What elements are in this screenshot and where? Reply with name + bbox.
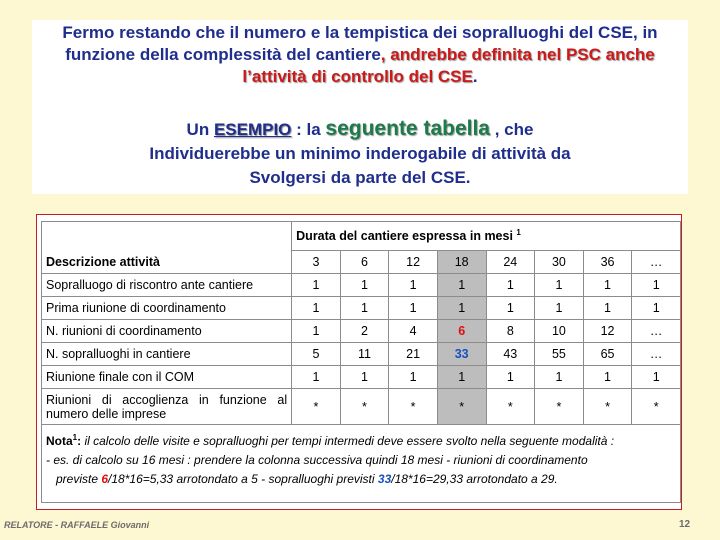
note-value-33: 33 xyxy=(377,472,392,486)
value-cell: 8 xyxy=(486,320,535,343)
note-text-3b: /18*16=5,33 arrotondato a 5 - sopralluoghi previsti xyxy=(108,472,378,486)
value-cell: 1 xyxy=(340,274,389,297)
note-value-6: 6 xyxy=(101,472,109,486)
value-cell: … xyxy=(632,320,681,343)
table-note xyxy=(42,425,681,503)
note-text-3c: /18*16=29,33 arrotondato a 29. xyxy=(391,472,558,486)
intro-text: Fermo restando che il numero e la tempistica dei sopralluoghi del CSE, in funzione della complessità del cantiere xyxy=(62,23,658,64)
example-line3: Svolgersi da parte del CSE. xyxy=(249,168,471,187)
value-cell: 55 xyxy=(535,343,584,366)
value-cell: 11 xyxy=(340,343,389,366)
value-cell: * xyxy=(340,389,389,425)
value-cell: 1 xyxy=(535,366,584,389)
value-cell: 21 xyxy=(389,343,438,366)
value-cell: 2 xyxy=(340,320,389,343)
value-cell: * xyxy=(437,389,486,425)
value-cell: 1 xyxy=(486,274,535,297)
row-label: Riunione finale con il COM xyxy=(42,366,292,389)
intro-box xyxy=(32,20,688,194)
note-label: Nota xyxy=(46,434,73,448)
value-cell: 1 xyxy=(340,297,389,320)
value-cell: 1 xyxy=(389,297,438,320)
row-label: N. riunioni di coordinamento xyxy=(42,320,292,343)
month-cell: 12 xyxy=(389,251,438,274)
month-cell: 3 xyxy=(292,251,341,274)
footer-author: RELATORE - RAFFAELE Giovanni xyxy=(4,520,150,530)
value-cell: 1 xyxy=(486,297,535,320)
value-cell: 1 xyxy=(389,274,438,297)
example-paragraph xyxy=(32,117,688,190)
value-cell: 1 xyxy=(292,366,341,389)
value-cell: 1 xyxy=(292,274,341,297)
example-line2: Individuerebbe un minimo inderogabile di attività da xyxy=(149,144,571,163)
row-label: N. sopralluoghi in cantiere xyxy=(42,343,292,366)
value-cell: 1 xyxy=(340,366,389,389)
value-cell: 12 xyxy=(583,320,632,343)
value-cell: * xyxy=(486,389,535,425)
value-cell: * xyxy=(535,389,584,425)
value-cell: 1 xyxy=(389,366,438,389)
table-row xyxy=(42,320,681,343)
value-cell: 5 xyxy=(292,343,341,366)
intro-highlight: , andrebbe definita nel PSC anche l’attività di controllo del CSE xyxy=(242,45,655,86)
value-cell: 1 xyxy=(292,297,341,320)
example-label: ESEMPIO xyxy=(213,120,292,139)
value-cell: 10 xyxy=(535,320,584,343)
value-cell: 1 xyxy=(583,274,632,297)
note-colon: : xyxy=(77,434,82,448)
month-cell: 30 xyxy=(535,251,584,274)
value-cell: 1 xyxy=(535,274,584,297)
table-row xyxy=(42,274,681,297)
duration-header: Durata del cantiere espressa in mesi xyxy=(296,229,513,244)
desc-header-cell xyxy=(42,222,292,274)
table-row xyxy=(42,366,681,389)
value-cell: 1 xyxy=(292,320,341,343)
note-line-2: - es. di calcolo su 16 mesi : prendere la colonna successiva quindi 18 mesi - riunioni di coordinamento xyxy=(46,453,588,467)
example-un: Un xyxy=(186,120,214,139)
value-cell: 43 xyxy=(486,343,535,366)
value-cell: 1 xyxy=(437,297,486,320)
month-cell: 36 xyxy=(583,251,632,274)
activity-table xyxy=(41,221,681,503)
value-cell: … xyxy=(632,343,681,366)
value-cell: 1 xyxy=(632,366,681,389)
example-table-ref: seguente tabella xyxy=(325,117,490,140)
value-cell: 1 xyxy=(583,366,632,389)
value-cell: * xyxy=(583,389,632,425)
value-cell: 65 xyxy=(583,343,632,366)
note-text-1: il calcolo delle visite e sopralluoghi per tempi intermedi deve essere svolto nella seguente modalità : xyxy=(81,434,615,448)
table-row xyxy=(42,389,681,425)
row-label: Riunioni di accoglienza in funzione al numero delle imprese xyxy=(42,389,292,425)
table-row xyxy=(42,297,681,320)
value-cell: 1 xyxy=(437,366,486,389)
note-sup: 1 xyxy=(72,433,78,442)
table-row xyxy=(42,343,681,366)
value-cell: * xyxy=(632,389,681,425)
example-che: , che xyxy=(489,120,534,139)
value-cell: 1 xyxy=(583,297,632,320)
desc-header: Descrizione attività xyxy=(46,255,160,269)
value-cell: 4 xyxy=(389,320,438,343)
value-cell: 1 xyxy=(437,274,486,297)
value-cell: * xyxy=(389,389,438,425)
note-text-3a: previste xyxy=(56,472,102,486)
month-cell: 6 xyxy=(340,251,389,274)
note-line-3 xyxy=(46,470,676,489)
month-cell-highlight: 18 xyxy=(437,251,486,274)
duration-sup: 1 xyxy=(516,228,521,238)
value-cell: * xyxy=(292,389,341,425)
row-label: Sopralluogo di riscontro ante cantiere xyxy=(42,274,292,297)
month-cell: 24 xyxy=(486,251,535,274)
value-cell: 1 xyxy=(632,274,681,297)
intro-period: . xyxy=(472,67,478,86)
month-cell: … xyxy=(632,251,681,274)
value-cell: 1 xyxy=(535,297,584,320)
table-frame xyxy=(36,214,682,510)
row-label: Prima riunione di coordinamento xyxy=(42,297,292,320)
example-colon: : la xyxy=(291,120,326,139)
note-line-1 xyxy=(46,428,676,451)
page-number: 12 xyxy=(679,519,691,530)
value-cell-highlight: 6 xyxy=(437,320,486,343)
value-cell-highlight: 33 xyxy=(437,343,486,366)
value-cell: 1 xyxy=(486,366,535,389)
duration-header-cell xyxy=(292,222,681,251)
intro-paragraph xyxy=(32,22,688,88)
value-cell: 1 xyxy=(632,297,681,320)
